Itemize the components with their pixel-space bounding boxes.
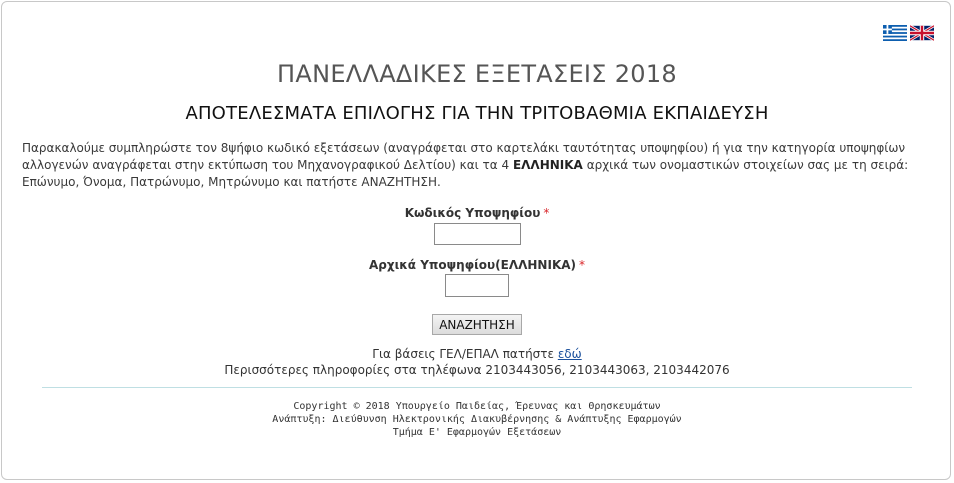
candidate-code-input[interactable] xyxy=(434,223,521,245)
gel-epal-line xyxy=(0,347,954,361)
footer-copyright: Copyright © 2018 Υπουργείο Παιδείας, Έρευνας και Θρησκευμάτων xyxy=(293,401,661,412)
phones-info: Περισσότερες πληροφορίες στα τηλέφωνα 2103443056, 2103443063, 2103442076 xyxy=(224,363,730,377)
instructions-text xyxy=(22,140,937,191)
candidate-code-label-text: Κωδικός Υποψηφίου xyxy=(404,206,541,220)
footer-divider xyxy=(42,387,912,388)
footer-development: Ανάπτυξη: Διεύθυνση Ηλεκτρονικής Διακυβέρνησης & Ανάπτυξης Εφαρμογών xyxy=(272,414,682,425)
required-mark: * xyxy=(579,258,586,272)
page-title: ΠΑΝΕΛΛΑΔΙΚΕΣ ΕΞΕΤΑΣΕΙΣ 2018 xyxy=(277,60,677,88)
gel-epal-link[interactable]: εδώ xyxy=(557,347,582,361)
footer xyxy=(0,400,954,439)
candidate-initials-input[interactable] xyxy=(445,274,509,297)
instructions-bold: ΕΛΛΗΝΙΚΑ xyxy=(512,158,583,172)
search-button[interactable]: ΑΝΑΖΗΤΗΣΗ xyxy=(432,314,522,335)
page-subtitle: ΑΠΟΤΕΛΕΣΜΑΤΑ ΕΠΙΛΟΓΗΣ ΓΙΑ ΤΗΝ ΤΡΙΤΟΒΑΘΜΙΑ ΕΚΠΑΙΔΕΥΣΗ xyxy=(185,103,769,124)
uk-flag-icon[interactable] xyxy=(910,24,934,42)
instructions-part-1: Παρακαλούμε συμπληρώστε τον 8ψήφιο κωδικό εξετάσεων (αναγράφεται στο καρτελάκι ταυτότητας υποψηφίου) ή για την κατηγορία υποψηφίων αλλογενών αναγράφεται στην εκτύπωση του Μηχανογραφικού Δελτίου) και τα 4 xyxy=(22,141,906,172)
candidate-initials-label-text: Αρχικά Υποψηφίου(ΕΛΛΗΝΙΚΑ) xyxy=(368,258,577,272)
required-mark: * xyxy=(543,206,550,220)
footer-department: Τμήμα Ε' Εφαρμογών Εξετάσεων xyxy=(392,427,562,438)
language-switcher xyxy=(883,24,934,42)
instructions-part-2: αρχικά των ονομαστικών στοιχείων σας με τη σειρά: Επώνυμο, Όνομα, Πατρώνυμο, Μητρώνυμο και πατήστε ΑΝΑΖΗΤΗΣΗ. xyxy=(22,158,909,189)
greek-flag-icon[interactable] xyxy=(883,24,907,42)
candidate-code-label xyxy=(0,206,954,220)
gel-epal-text: Για βάσεις ΓΕΛ/ΕΠΑΛ πατήστε xyxy=(372,347,554,361)
candidate-initials-label xyxy=(0,258,954,272)
